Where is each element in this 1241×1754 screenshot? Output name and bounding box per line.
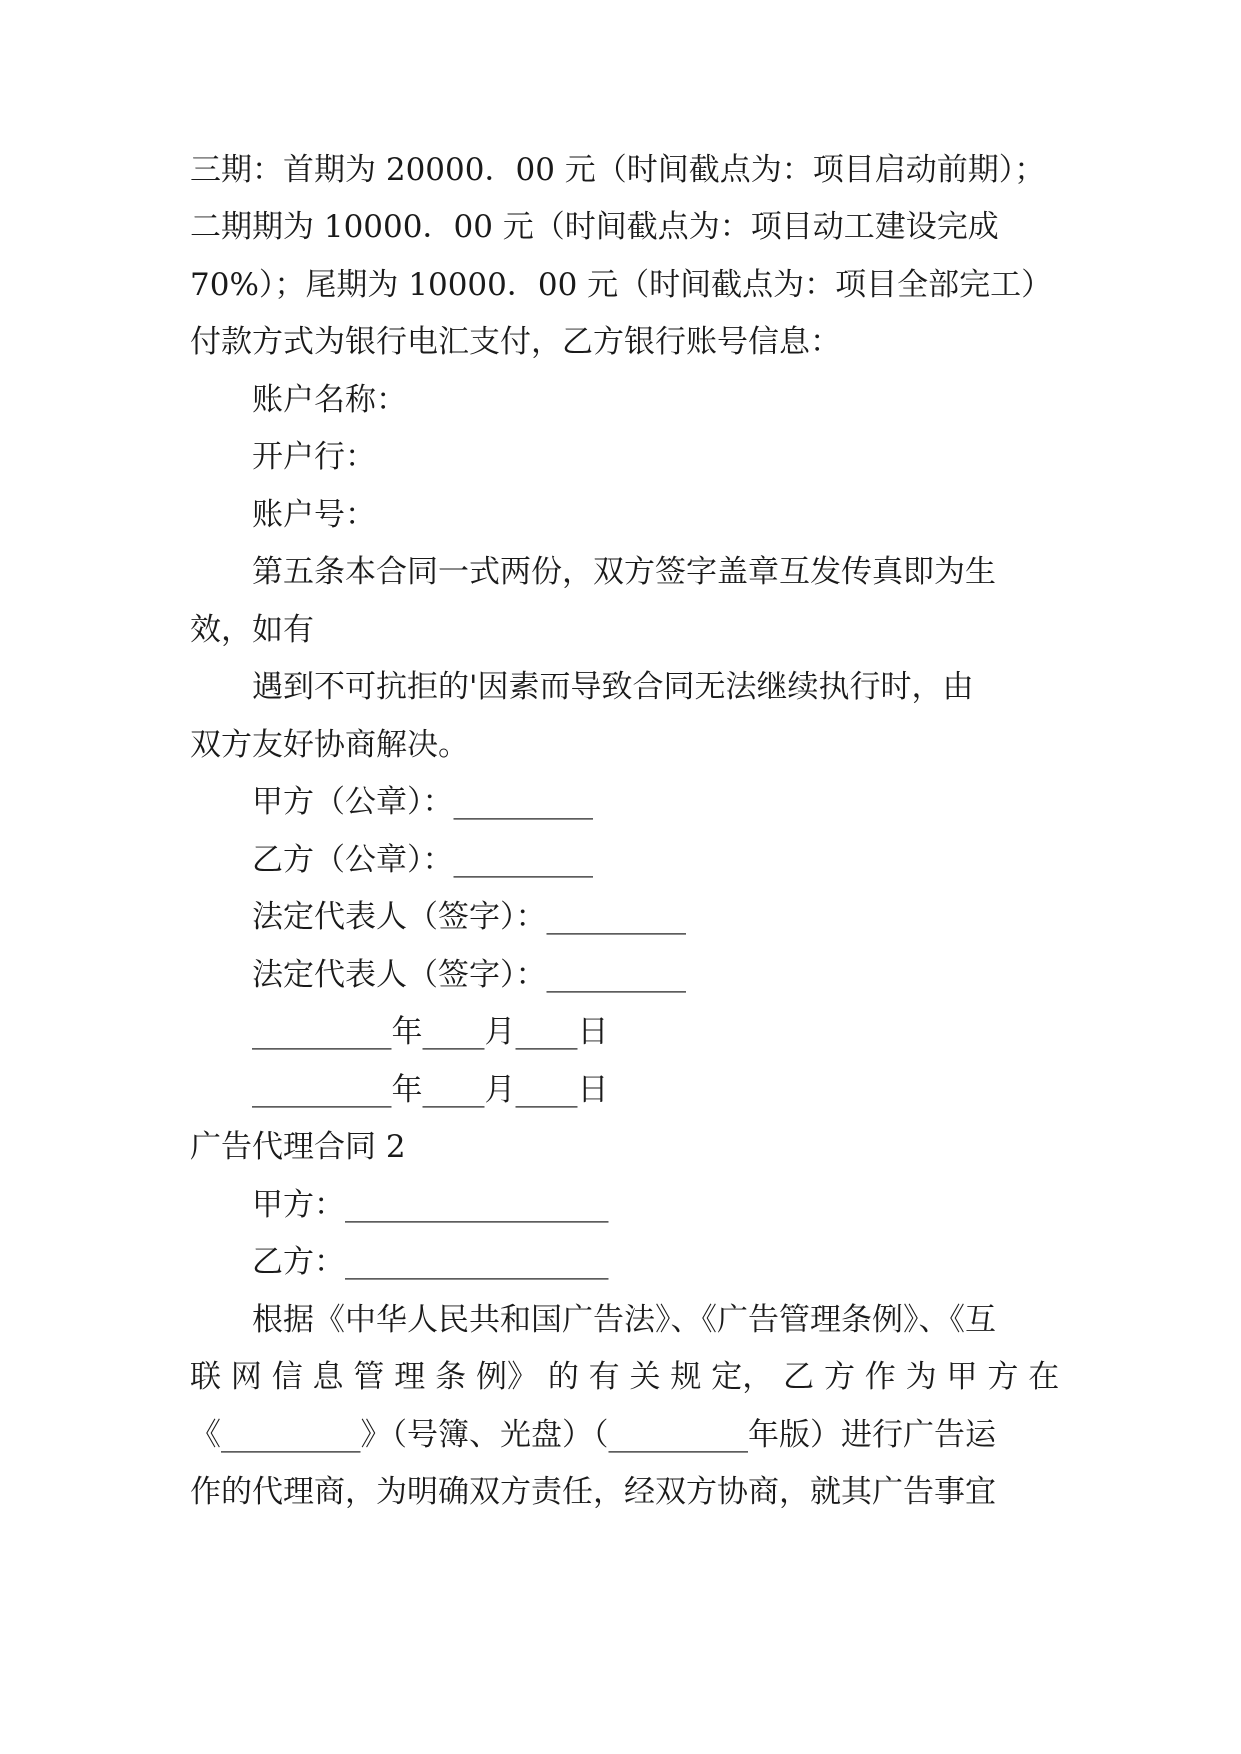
text-line: 二期期为 10000．00 元（时间截点为：项目动工建设完成 (190, 209, 999, 245)
text-line: 效，如有 (190, 612, 314, 648)
contract-heading: 广告代理合同 2 (190, 1129, 406, 1165)
text-line: 第五条本合同一式两份，双方签字盖章互发传真即为生 (252, 554, 996, 590)
text-line: 三期：首期为 20000．00 元（时间截点为：项目启动前期）； (190, 152, 1046, 188)
legal-rep-signature-line: 法定代表人（签字）：_________ (252, 957, 686, 993)
text-line: 双方友好协商解决。 (190, 727, 469, 763)
text-line: 根据《中华人民共和国广告法》、《广告管理条例》、《互 (252, 1302, 996, 1338)
account-name-label: 账户名称： (252, 382, 407, 418)
text-line: 作的代理商，为明确双方责任，经双方协商，就其广告事宜 (190, 1474, 996, 1510)
party-a-seal-line: 甲方（公章）：_________ (252, 784, 593, 820)
text-line: 70%）；尾期为 10000．00 元（时间截点为：项目全部完工） (190, 267, 1053, 303)
date-line: _________年____月____日 (252, 1072, 609, 1108)
party-b-line: 乙方：_________________ (252, 1244, 609, 1280)
text-line: 联 网 信 息 管 理 条 例》 的 有 关 规 定， 乙 方 作 为 甲 方 在 (190, 1359, 1060, 1395)
text-line: 付款方式为银行电汇支付，乙方银行账号信息： (190, 324, 841, 360)
party-a-line: 甲方：_________________ (252, 1187, 609, 1223)
legal-rep-signature-line: 法定代表人（签字）：_________ (252, 899, 686, 935)
date-line: _________年____月____日 (252, 1014, 609, 1050)
bank-label: 开户行： (252, 439, 376, 475)
text-line: 《_________》（号簿、光盘）（_________年版）进行广告运 (190, 1417, 996, 1453)
party-b-seal-line: 乙方（公章）：_________ (252, 842, 593, 878)
account-number-label: 账户号： (252, 497, 376, 533)
text-line: 遇到不可抗拒的'因素而导致合同无法继续执行时，由 (252, 669, 974, 705)
